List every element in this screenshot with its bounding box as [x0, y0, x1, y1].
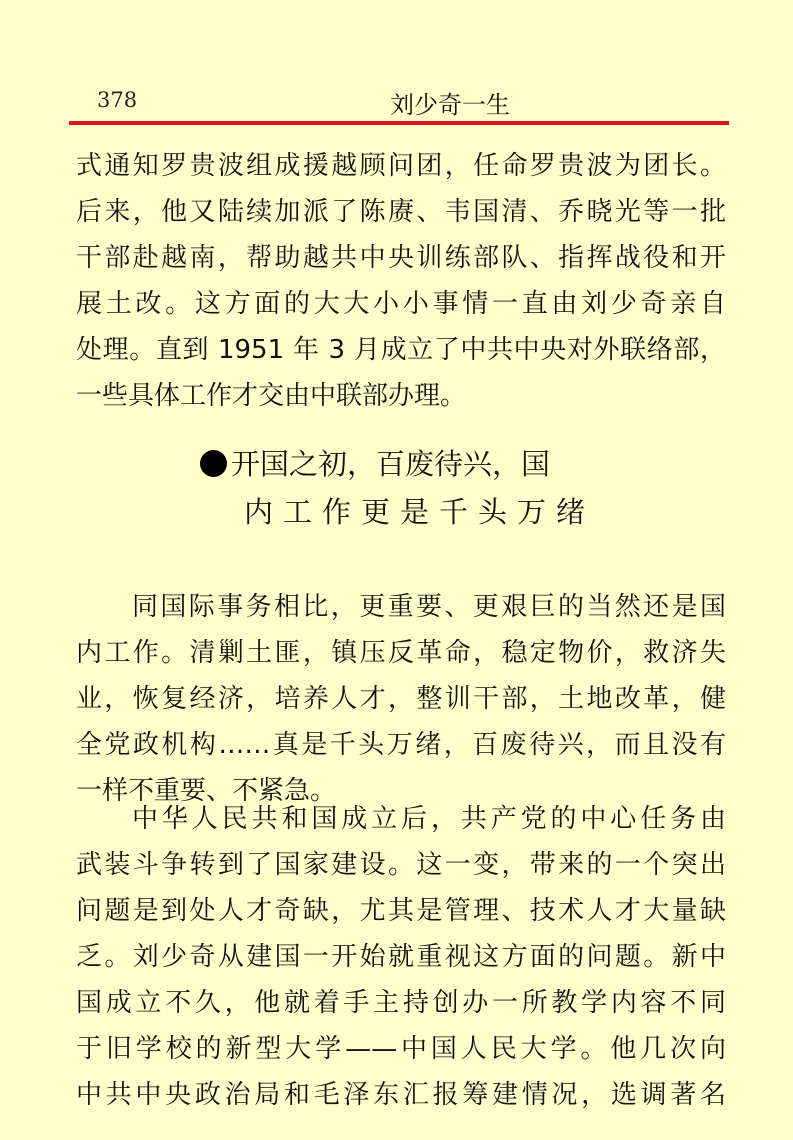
page-number: 378 — [97, 88, 138, 112]
text-line: 于旧学校的新型大学——中国人民大学。他几次向 — [76, 1034, 726, 1064]
text-line: 乏。刘少奇从建国一开始就重视这方面的问题。新中 — [76, 942, 726, 972]
text-line: 中共中央政治局和毛泽东汇报筹建情况，选调著名 — [76, 1080, 726, 1110]
section-heading-line-1 — [200, 440, 550, 488]
text-line: 中华人民共和国成立后，共产党的中心任务由 — [132, 804, 726, 834]
paragraph-1 — [76, 143, 726, 419]
text-line: 国成立不久，他就着手主持创办一所教学内容不同 — [76, 988, 726, 1018]
book-title: 刘少奇一生 — [390, 91, 510, 119]
text-line: 业，恢复经济，培养人才，整训干部，土地改革，健 — [76, 684, 726, 714]
text-line: 内工作。清剿土匪，镇压反革命，稳定物价，救济失 — [76, 638, 726, 668]
text-line: 同国际事务相比，更重要、更艰巨的当然还是国 — [132, 592, 726, 622]
paragraph-2 — [76, 584, 726, 814]
text-line: 一些具体工作才交由中联部办理。 — [76, 381, 467, 411]
text-line: 干部赴越南，帮助越共中央训练部队、指挥战役和开 — [76, 243, 726, 273]
text-line: 展土改。这方面的大大小小事情一直由刘少奇亲自 — [76, 289, 726, 319]
paragraph-3 — [76, 796, 726, 1118]
section-heading-text-1: 开国之初，百废待兴，国 — [231, 447, 551, 481]
text-line: 一样不重要、不紧急。 — [76, 776, 337, 806]
text-line: 后来，他又陆续加派了陈赓、韦国清、乔晓光等一批 — [76, 197, 726, 227]
text-line: 式通知罗贵波组成援越顾问团，任命罗贵波为团长。 — [76, 151, 726, 181]
text-line: 武装斗争转到了国家建设。这一变，带来的一个突出 — [76, 850, 726, 880]
bullet-icon — [200, 450, 227, 477]
section-heading-line-2: 内工作更是千头万绪 — [244, 495, 596, 529]
text-line: 全党政机构……真是千头万绪，百废待兴，而且没有 — [76, 730, 726, 760]
text-line: 处理。直到 1951 年 3 月成立了中共中央对外联络部， — [76, 335, 726, 365]
header-rule — [69, 121, 729, 125]
text-line: 问题是到处人才奇缺，尤其是管理、技术人才大量缺 — [76, 896, 726, 926]
